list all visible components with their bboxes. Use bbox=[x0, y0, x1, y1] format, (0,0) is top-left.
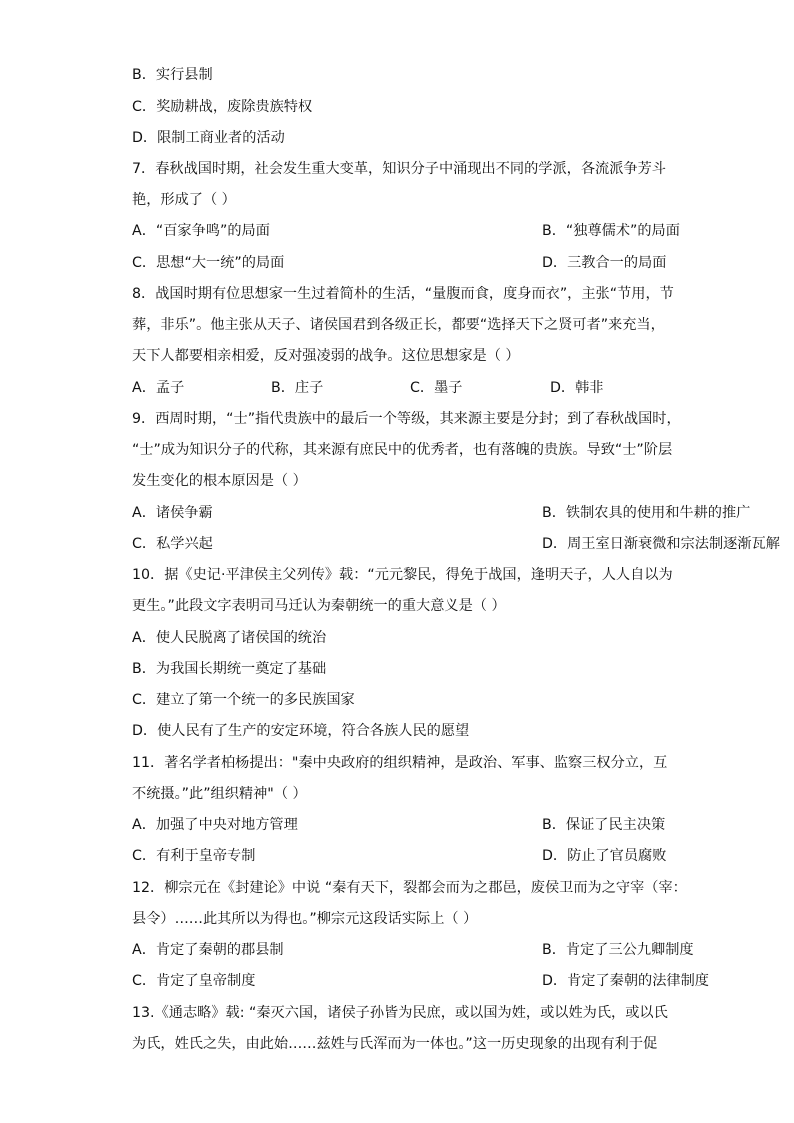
q9-stem-line-1: 9．西周时期，“士”指代贵族中的最后一个等级，其来源主要是分封；到了春秋战国时， bbox=[132, 411, 681, 427]
q12-option-b[interactable]: B．肯定了三公九卿制度 bbox=[542, 942, 694, 958]
q9-option-a[interactable]: A．诸侯争霸 bbox=[132, 505, 213, 521]
q8-stem-line-2: 葬，非乐”。他主张从天子、诸侯国君到各级正长，都要“选择天下之贤可者”来充当， bbox=[132, 317, 665, 333]
q6-option-b[interactable]: B．实行县制 bbox=[132, 67, 213, 83]
q11-option-a[interactable]: A．加强了中央对地方管理 bbox=[132, 817, 298, 833]
q7-option-a[interactable]: A．“百家争鸣”的局面 bbox=[132, 223, 270, 239]
q12-options-row-2 bbox=[132, 970, 709, 992]
q8-option-d[interactable]: D．韩非 bbox=[550, 380, 604, 396]
q10-option-b[interactable]: B．为我国长期统一奠定了基础 bbox=[132, 661, 327, 677]
q10-option-c[interactable]: C．建立了第一个统一的多民族国家 bbox=[132, 692, 355, 708]
q9-option-c[interactable]: C．私学兴起 bbox=[132, 536, 213, 552]
q11-stem-line-1: 11．著名学者柏杨提出："秦中央政府的组织精神，是政治、军事、监察三权分立，互 bbox=[132, 755, 668, 771]
q7-options-row-2 bbox=[132, 252, 667, 274]
q10-stem-line-1: 10．据《史记·平津侯主父列传》载：“元元黎民，得免于战国，逢明天子，人人自以为 bbox=[132, 567, 673, 583]
q7-option-b[interactable]: B．“独尊儒术”的局面 bbox=[542, 223, 680, 239]
q12-stem-line-1: 12．柳宗元在《封建论》中说 “秦有天下，裂都会而为之郡邑，废侯卫而为之守宰（宰： bbox=[132, 880, 687, 896]
q8-options-row bbox=[132, 377, 604, 399]
q12-option-d[interactable]: D．肯定了秦朝的法律制度 bbox=[542, 973, 709, 989]
q9-option-b[interactable]: B．铁制农具的使用和牛耕的推广 bbox=[542, 505, 751, 521]
q7-options-row-1 bbox=[132, 220, 680, 242]
q9-options-row-1 bbox=[132, 502, 751, 524]
q7-stem-line-1: 7．春秋战国时期，社会发生重大变革，知识分子中涌现出不同的学派，各流派争芳斗 bbox=[132, 161, 666, 177]
q10-option-d[interactable]: D．使人民有了生产的安定环境，符合各族人民的愿望 bbox=[132, 723, 470, 739]
q13-stem-line-1: 13.《通志略》载: “秦灭六国，诸侯子孙皆为民庶，或以国为姓，或以姓为氏，或以氏 bbox=[132, 1005, 668, 1021]
q12-stem-line-2: 县令）……此其所以为得也。”柳宗元这段话实际上（ ） bbox=[132, 911, 478, 927]
q11-stem-line-2: 不统摄。”此”组织精神"（ ） bbox=[132, 786, 307, 802]
q11-options-row-1 bbox=[132, 814, 666, 836]
q9-option-d[interactable]: D．周王室日渐衰微和宗法制逐渐瓦解 bbox=[542, 536, 780, 552]
q8-option-b[interactable]: B．庄子 bbox=[271, 380, 324, 396]
q11-option-b[interactable]: B．保证了民主决策 bbox=[542, 817, 666, 833]
q8-stem-line-1: 8．战国时期有位思想家一生过着简朴的生活，“量腹而食，度身而衣”，主张“节用，节 bbox=[132, 286, 674, 302]
q11-option-c[interactable]: C．有利于皇帝专制 bbox=[132, 848, 256, 864]
q12-options-row-1 bbox=[132, 939, 694, 961]
q10-option-a[interactable]: A．使人民脱离了诸侯国的统治 bbox=[132, 630, 327, 646]
q8-option-a[interactable]: A．孟子 bbox=[132, 380, 185, 396]
q11-options-row-2 bbox=[132, 845, 667, 867]
q11-option-d[interactable]: D．防止了官员腐败 bbox=[542, 848, 667, 864]
q13-stem-line-2: 为氏，姓氏之失，由此始……兹姓与氏浑而为一体也。”这一历史现象的出现有利于促 bbox=[132, 1036, 658, 1052]
q8-stem-line-3: 天下人都要相亲相爱，反对强凌弱的战争。这位思想家是（ ） bbox=[132, 348, 520, 364]
q7-stem-line-2: 艳，形成了（ ） bbox=[132, 192, 236, 208]
q8-option-c[interactable]: C．墨子 bbox=[410, 380, 463, 396]
q12-option-a[interactable]: A．肯定了秦朝的郡县制 bbox=[132, 942, 284, 958]
q12-option-c[interactable]: C．肯定了皇帝制度 bbox=[132, 973, 256, 989]
q10-stem-line-2: 更生。”此段文字表明司马迁认为秦朝统一的重大意义是（ ） bbox=[132, 598, 506, 614]
q7-option-c[interactable]: C．思想“大一统”的局面 bbox=[132, 255, 285, 271]
q9-options-row-2 bbox=[132, 533, 780, 555]
q6-option-c[interactable]: C．奖励耕战，废除贵族特权 bbox=[132, 99, 313, 115]
q6-option-d[interactable]: D．限制工商业者的活动 bbox=[132, 130, 285, 146]
q9-stem-line-2: “士”成为知识分子的代称，其来源有庶民中的优秀者，也有落魄的贵族。导致“士”阶层 bbox=[132, 442, 673, 458]
q9-stem-line-3: 发生变化的根本原因是（ ） bbox=[132, 473, 307, 489]
q7-option-d[interactable]: D．三教合一的局面 bbox=[542, 255, 667, 271]
